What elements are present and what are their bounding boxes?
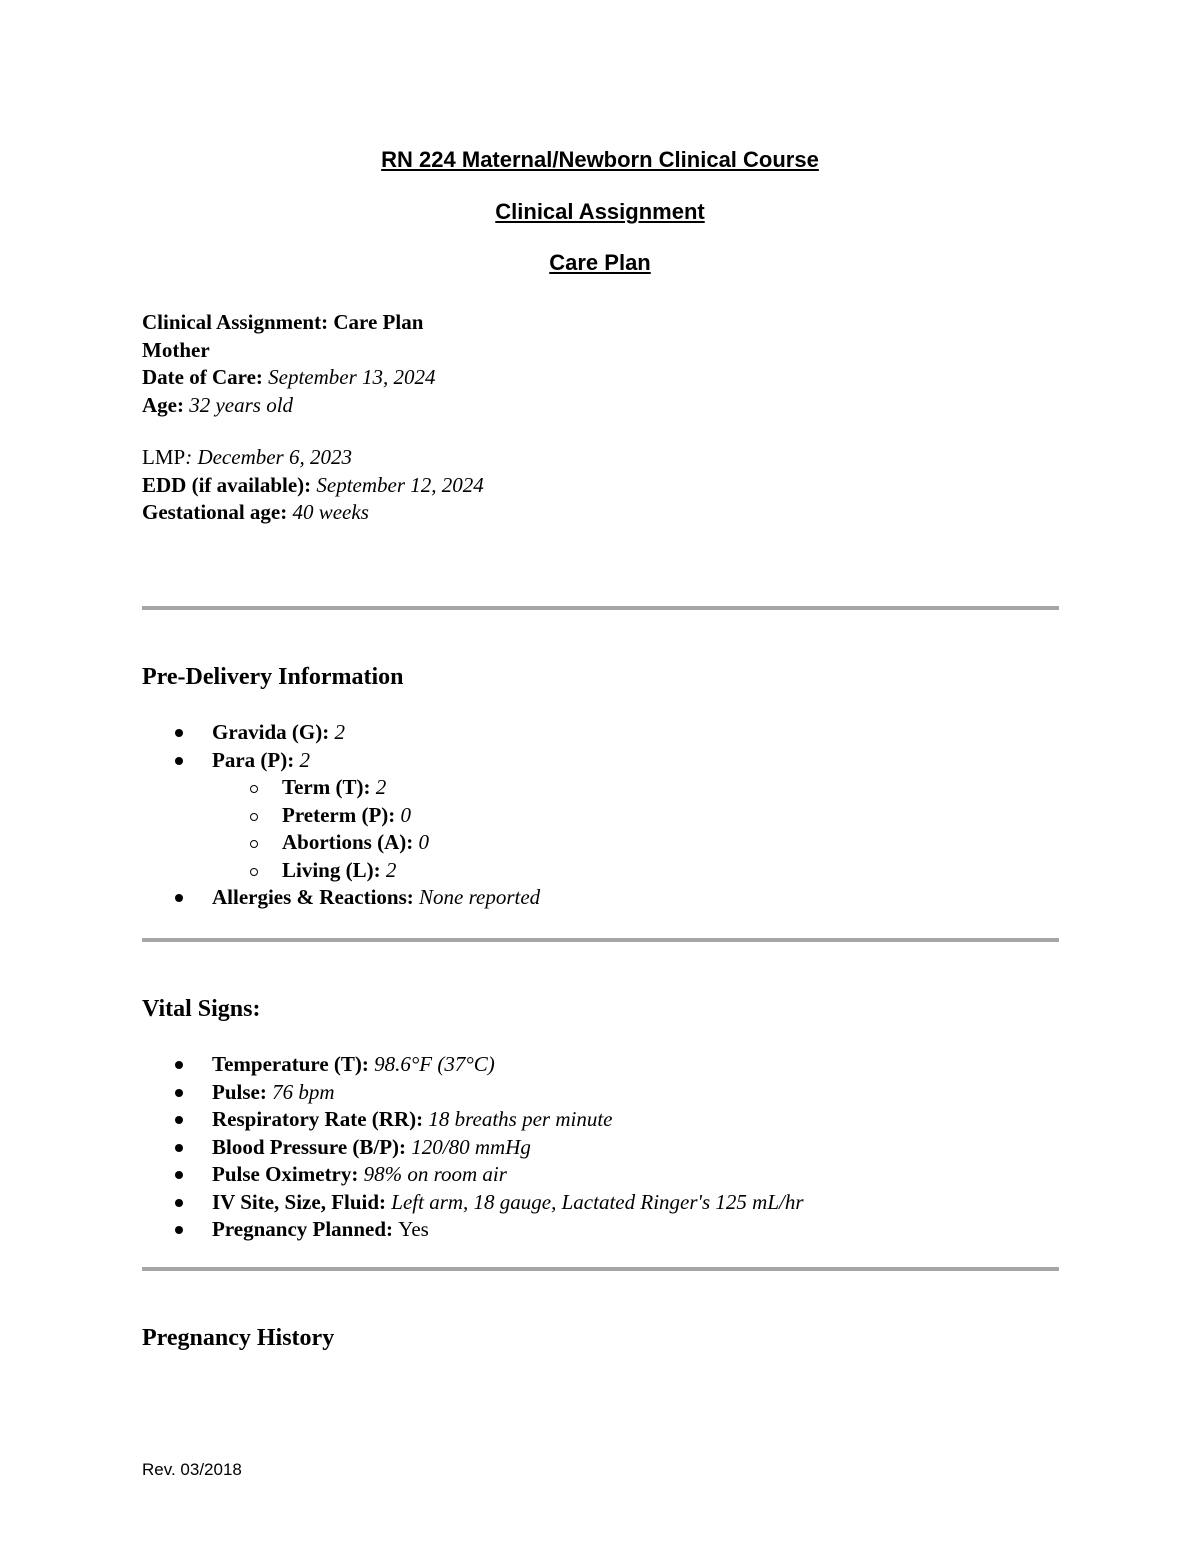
- date-of-care-line: [142, 364, 436, 392]
- assignment-label: Clinical Assignment:: [142, 310, 334, 334]
- age-label: Age:: [142, 392, 190, 417]
- temperature-value: 98.6°F (37°C): [374, 1052, 495, 1076]
- circle-bullet-icon: [250, 840, 258, 848]
- pulse-oximetry-value: 98% on room air: [363, 1162, 507, 1186]
- assignment-line: [142, 309, 436, 337]
- list-item-gravida: [142, 719, 540, 747]
- gestational-age-value: 40 weeks: [292, 500, 369, 524]
- iv-site-value: Left arm, 18 gauge, Lactated Ringer's 125 mL/hr: [391, 1189, 804, 1214]
- bullet-icon: [175, 1226, 183, 1234]
- list-item-iv-site: [142, 1189, 804, 1217]
- section-divider: [142, 1267, 1059, 1271]
- list-item-pregnancy-planned: [142, 1216, 804, 1244]
- care-plan-title: Care Plan: [549, 250, 651, 275]
- living-label: Living (L):: [282, 857, 386, 882]
- gestational-age-line: [142, 499, 484, 527]
- mother-line: [142, 337, 436, 365]
- term-value: 2: [375, 775, 387, 799]
- revision-footer: Rev. 03/2018: [142, 1460, 242, 1479]
- pre-delivery-title: Pre-Delivery Information: [142, 664, 404, 690]
- abortions-label: Abortions (A):: [282, 830, 419, 854]
- edd-value: September 12, 2024: [316, 472, 484, 497]
- pulse-oximetry-label: Pulse Oximetry:: [212, 1162, 364, 1186]
- mother-label: Mother: [142, 337, 210, 362]
- date-of-care-value: September 13, 2024: [268, 365, 436, 389]
- list-item-blood-pressure: [142, 1134, 804, 1162]
- circle-bullet-icon: [250, 813, 258, 821]
- list-item-term: [212, 774, 540, 802]
- lmp-label: LMP: [142, 445, 186, 469]
- gravida-label: Gravida (G):: [212, 720, 335, 744]
- bullet-icon: [175, 1089, 183, 1097]
- para-label: Para (P):: [212, 747, 300, 772]
- term-label: Term (T):: [282, 775, 376, 799]
- list-item-living: [212, 857, 540, 885]
- preterm-value: 0: [400, 802, 412, 827]
- assignment-value: Care Plan: [333, 310, 424, 334]
- list-item-abortions: [212, 829, 540, 857]
- blood-pressure-value: 120/80 mmHg: [411, 1134, 531, 1159]
- lmp-line: [142, 444, 484, 472]
- age-value: 32 years old: [189, 392, 294, 417]
- bullet-icon: [175, 757, 183, 765]
- list-item-respiratory-rate: [142, 1106, 804, 1134]
- list-item-para: [142, 747, 540, 885]
- living-value: 2: [385, 857, 397, 882]
- bullet-icon: [175, 1061, 183, 1069]
- list-item-temperature: [142, 1051, 804, 1079]
- pregnancy-planned-value: Yes: [398, 1217, 429, 1241]
- date-of-care-label: Date of Care:: [142, 365, 269, 389]
- respiratory-rate-label: Respiratory Rate (RR):: [212, 1107, 429, 1131]
- course-title: RN 224 Maternal/Newborn Clinical Course: [381, 147, 819, 172]
- blood-pressure-label: Blood Pressure (B/P):: [212, 1134, 412, 1159]
- gestational-age-label: Gestational age:: [142, 500, 293, 524]
- assignment-title: Clinical Assignment: [495, 199, 705, 224]
- respiratory-rate-value: 18 breaths per minute: [428, 1107, 613, 1131]
- allergies-value: None reported: [419, 885, 541, 909]
- section-divider: [142, 606, 1059, 610]
- bullet-icon: [175, 1199, 183, 1207]
- edd-label: EDD (if available):: [142, 472, 317, 497]
- para-value: 2: [299, 747, 310, 772]
- list-item-allergies: [142, 884, 540, 912]
- list-item-pulse-oximetry: [142, 1161, 804, 1189]
- pregnancy-planned-label: Pregnancy Planned:: [212, 1217, 399, 1241]
- bullet-icon: [175, 1116, 183, 1124]
- lmp-value: December 6, 2023: [197, 445, 352, 469]
- allergies-label: Allergies & Reactions:: [212, 885, 420, 909]
- vital-signs-title: Vital Signs:: [142, 996, 261, 1022]
- pulse-value: 76 bpm: [272, 1079, 335, 1104]
- lmp-separator: :: [185, 445, 198, 469]
- temperature-label: Temperature (T):: [212, 1052, 375, 1076]
- age-line: [142, 392, 436, 420]
- para-sublist: [212, 774, 540, 884]
- edd-line: [142, 472, 484, 500]
- section-divider: [142, 938, 1059, 942]
- vital-signs-list: [142, 1051, 804, 1244]
- patient-info-block: [142, 309, 436, 419]
- iv-site-label: IV Site, Size, Fluid:: [212, 1189, 392, 1214]
- pregnancy-dates-block: [142, 444, 484, 527]
- list-item-pulse: [142, 1079, 804, 1107]
- list-item-preterm: [212, 802, 540, 830]
- bullet-icon: [175, 1171, 183, 1179]
- gravida-value: 2: [334, 720, 345, 744]
- pre-delivery-list: [142, 719, 540, 912]
- bullet-icon: [175, 729, 183, 737]
- abortions-value: 0: [418, 830, 429, 854]
- circle-bullet-icon: [250, 868, 258, 876]
- pregnancy-history-title: Pregnancy History: [142, 1325, 335, 1351]
- preterm-label: Preterm (P):: [282, 802, 401, 827]
- circle-bullet-icon: [250, 785, 258, 793]
- pulse-label: Pulse:: [212, 1079, 273, 1104]
- bullet-icon: [175, 894, 183, 902]
- bullet-icon: [175, 1144, 183, 1152]
